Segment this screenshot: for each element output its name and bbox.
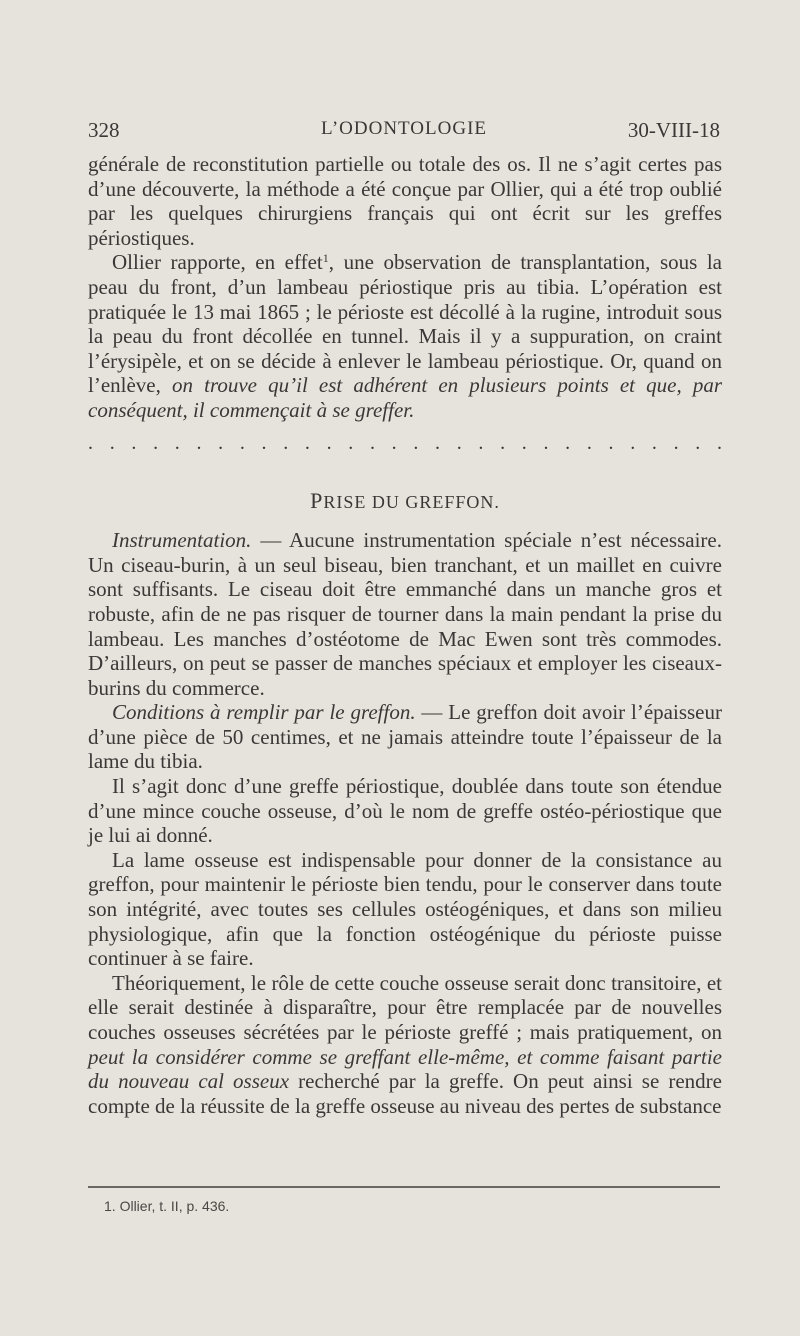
instrumentation-text: — Aucune instrumentation spéciale n’est nécessaire. Un ciseau-burin, à un seul biseau, bien tranchant, et un maillet en cuivre sont suffisants. Le ciseau doit être emmanché dans un manche gros et robuste, afin de ne pas risquer de tourner dans la main pendant la prise du lambeau. Les manches d’ostéotome de Mac Ewen sont très commodes. D’ailleurs, on peut se passer de manches spéciaux et employer les ciseaux-burins du commerce. <box>88 528 722 700</box>
paragraph-7-italic: peut la considérer comme se greffant elle-même, et comme faisant partie du nouveau cal osseux <box>88 1044 722 1094</box>
paragraph-2 <box>88 250 722 422</box>
body-text <box>88 152 722 1118</box>
paragraph-7-end: recherché par la greffe. On peut ainsi se rendre compte de la réussite de la greffe osseuse au niveau des pertes de substance <box>88 1069 722 1118</box>
section-heading-initial: P <box>310 487 324 513</box>
footnote-reference: 1 <box>322 251 329 266</box>
section-heading <box>88 489 722 515</box>
issue-date: 30-VIII-18 <box>627 118 720 142</box>
paragraph-7 <box>88 971 722 1119</box>
journal-title: L’ODONTOLOGIE <box>320 118 488 139</box>
paragraph-instrumentation <box>88 528 722 700</box>
paragraph-2-start: Ollier rapporte, en effet <box>112 250 323 275</box>
paragraph-2-italic: on trouve qu’il est adhérent en plusieurs points et que, par conséquent, il commençait à se greffer. <box>88 373 723 422</box>
section-heading-rest: RISE DU GREFFON. <box>323 491 500 512</box>
paragraph-5: Il s’agit donc d’une greffe périostique, doublée dans toute son étendue d’une mince couche osseuse, d’où le nom de greffe ostéo-périostique que je lui ai donné. <box>88 774 722 848</box>
conditions-heading: Conditions à remplir par le greffon. <box>112 700 416 725</box>
paragraph-7-start: Théoriquement, le rôle de cette couche osseuse serait donc transitoire, et elle serait destinée à disparaître, pour être remplacée par de nouvelles couches osseuses sécrétées par le périoste greffé ; mais pratiquement, on <box>88 970 722 1044</box>
paragraph-2-body: , une observation de transplantation, sous la peau du front, d’un lambeau périostique pris au tibia. L’opération est pratiquée le 13 mai 1865 ; le périoste est décollé à la rugine, introduit sous la peau du front décollée en tunnel. Mais il y a suppuration, on craint l’érysipèle, et on se décide à enlever le lambeau périostique. Or, quand on l’enlève, <box>88 250 722 398</box>
page-number: 328 <box>88 118 120 142</box>
running-header <box>88 118 720 148</box>
conditions-text: — Le greffon doit avoir l’épaisseur d’une pièce de 50 centimes, et ne jamais atteindre toute l’épaisseur de la lame du tibia. <box>88 700 722 774</box>
instrumentation-heading: Instrumentation. <box>112 528 252 553</box>
paragraph-conditions <box>88 700 722 774</box>
paragraph-6: La lame osseuse est indispensable pour donner de la consistance au greffon, pour maintenir le périoste bien tendu, pour le conserver dans toute son intégrité, avec toutes ses cellules ostéogéniques, et dans son milieu physiologique, afin que la fonction ostéogénique du périoste puisse continuer à se faire. <box>88 847 722 971</box>
ellipsis-divider: . . . . . . . . . . . . . . . . . . . . . . . . . . . . . . <box>88 431 722 454</box>
paragraph-1: générale de reconstitution partielle ou totale des os. Il ne s’agit certes pas d’une découverte, la méthode a été conçue par Ollier, qui a été trop oublié par les quelques chirurgiens français qui ont écrit sur les greffes périostiques. <box>88 152 722 250</box>
footnote-rule <box>88 1186 720 1188</box>
footnote: 1. Ollier, t. II, p. 436. <box>104 1198 230 1214</box>
